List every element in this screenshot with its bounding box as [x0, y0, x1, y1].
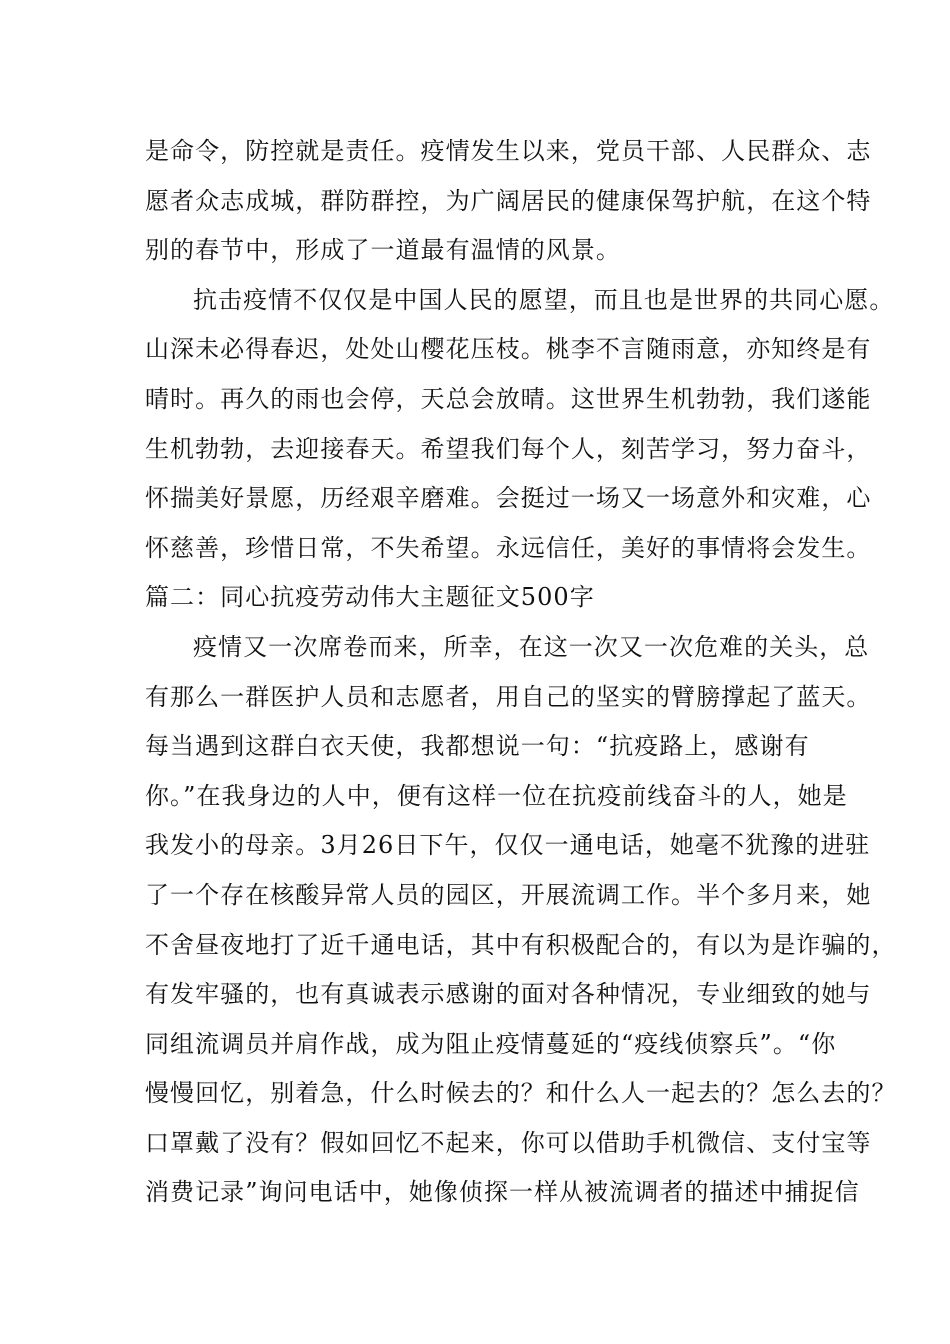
text-line-20: 慢慢回忆，别着急，什么时候去的？和什么人一起去的？怎么去的？: [145, 1079, 897, 1108]
text-line-14: 你。”在我身边的人中，便有这样一位在抗疫前线奋斗的人，她是: [145, 781, 848, 810]
section-heading: 篇二：同心抗疫劳动伟大主题征文500字: [145, 583, 595, 612]
text-line-9: 怀慈善，珍惜日常，不失希望。永远信任，美好的事情将会发生。: [145, 533, 872, 562]
text-line-1: 是命令，防控就是责任。疫情发生以来，党员干部、人民群众、志: [145, 137, 872, 165]
text-line-2: 愿者众志成城，群防群控，为广阔居民的健康保驾护航，在这个特: [145, 186, 872, 215]
text-line-19: 同组流调员并肩作战，成为阻止疫情蔓延的“疫线侦察兵”。“你: [145, 1029, 837, 1058]
text-line-6: 晴时。再久的雨也会停，天总会放晴。这世界生机勃勃，我们遂能: [145, 384, 872, 413]
text-line-17: 不舍昼夜地打了近千通电话，其中有积极配合的，有以为是诈骗的，: [145, 930, 897, 959]
text-line-22: 消费记录”询问电话中，她像侦探一样从被流调者的描述中捕捉信: [145, 1178, 860, 1207]
body-text: [145, 127, 897, 1218]
text-line-21: 口罩戴了没有？假如回忆不起来，你可以借助手机微信、支付宝等: [145, 1128, 872, 1157]
text-line-7: 生机勃勃，去迎接春天。希望我们每个人，刻苦学习，努力奋斗，: [145, 434, 872, 463]
text-line-18: 有发牢骚的，也有真诚表示感谢的面对各种情况，专业细致的她与: [145, 980, 872, 1009]
text-line-15: 我发小的母亲。3月26日下午，仅仅一通电话，她毫不犹豫的进驻: [145, 831, 871, 860]
text-line-12: 有那么一群医护人员和志愿者，用自己的坚实的臂膀撑起了蓝天。: [145, 682, 872, 711]
text-line-11: 疫情又一次席卷而来，所幸，在这一次又一次危难的关头，总: [193, 632, 870, 661]
text-line-3: 别的春节中，形成了一道最有温情的风景。: [145, 236, 621, 265]
text-line-4: 抗击疫情不仅仅是中国人民的愿望，而且也是世界的共同心愿。: [193, 285, 895, 314]
text-line-13: 每当遇到这群白衣天使，我都想说一句：“抗疫路上，感谢有: [145, 732, 810, 761]
text-line-8: 怀揣美好景愿，历经艰辛磨难。会挺过一场又一场意外和灾难，心: [145, 484, 872, 513]
text-line-5: 山深未必得春迟，处处山樱花压枝。桃李不言随雨意，亦知终是有: [145, 335, 872, 364]
text-line-16: 了一个存在核酸异常人员的园区，开展流调工作。半个多月来，她: [145, 880, 872, 909]
